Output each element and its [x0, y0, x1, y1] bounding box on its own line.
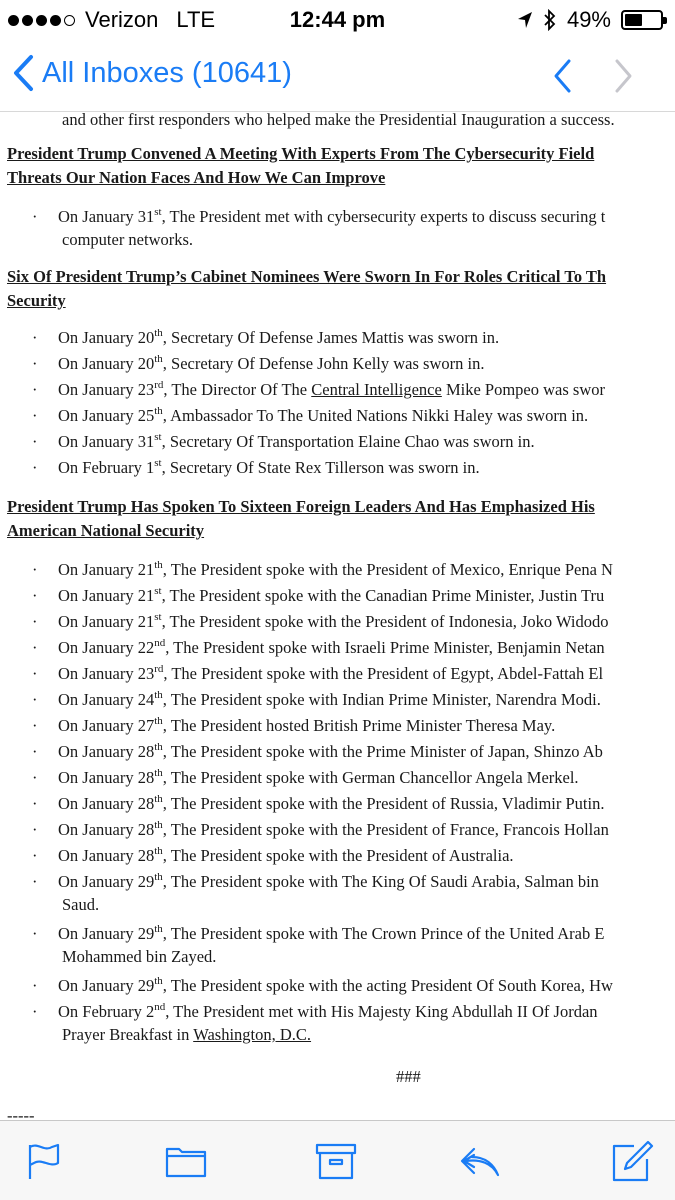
list-item: · On January 21st, The President spoke with the Canadian Prime Minister, Justin Tru [32, 585, 605, 605]
list-item: · On January 20th, Secretary Of Defense John Kelly was sworn in. [32, 353, 485, 373]
list-item: · On January 27th, The President hosted British Prime Minister Theresa May. [32, 715, 556, 735]
list-item: · On February 1st, Secretary Of State Rex Tillerson was sworn in. [32, 457, 480, 477]
archive-icon[interactable] [314, 1139, 358, 1183]
section-heading-cabinet: Six Of President Trump’s Cabinet Nominees Were Sworn In For Roles Critical To Th Security [7, 267, 607, 310]
list-item: · On January 24th, The President spoke with Indian Prime Minister, Narendra Modi. [32, 689, 601, 709]
list-item: · On January 28th, The President spoke with the President of Australia. [32, 845, 514, 865]
compose-icon[interactable] [610, 1139, 654, 1183]
email-body[interactable] [0, 112, 675, 1120]
location-icon [517, 11, 533, 29]
battery-icon [621, 10, 663, 30]
end-mark: ### [396, 1067, 421, 1086]
list-item: · On January 21th, The President spoke with the President of Mexico, Enrique Pena N [32, 559, 613, 579]
list-item: · On January 28th, The President spoke with German Chancellor Angela Merkel. [32, 767, 579, 787]
list-item: · On January 22nd, The President spoke with Israeli Prime Minister, Benjamin Netan [32, 637, 605, 657]
bottom-toolbar [0, 1120, 675, 1200]
clipped-text-line: and other first responders who helped make the Presidential Inauguration a success. [62, 112, 615, 129]
list-item: · On January 29th, The President spoke with The Crown Prince of the United Arab E Mohammed bin Zayed. [32, 923, 605, 966]
text-link[interactable]: Washington, D.C. [193, 1025, 312, 1044]
list-item: · On January 23rd, The President spoke with the President of Egypt, Abdel-Fattah El [32, 663, 604, 683]
network-type: LTE [176, 7, 216, 32]
list-item: · On January 29th, The President spoke with The King Of Saudi Arabia, Salman bin Saud. [32, 871, 599, 914]
reply-icon[interactable] [458, 1139, 502, 1183]
flag-icon[interactable] [22, 1139, 66, 1183]
chevron-left-icon [12, 54, 34, 92]
list-item: · On January 25th, Ambassador To The United Nations Nikki Haley was sworn in. [32, 405, 589, 425]
battery-percentage: 49% [566, 7, 611, 32]
clock: 12:44 pm [289, 7, 386, 32]
next-message-button[interactable] [613, 58, 635, 94]
list-item: · On January 29th, The President spoke with the acting President Of South Korea, Hw [32, 975, 613, 995]
bluetooth-icon [543, 9, 557, 31]
list-item: · On January 28th, The President spoke with the President of France, Francois Hollan [32, 819, 609, 839]
list-item: · On January 31st, The President met with cybersecurity experts to discuss securing t computer networks. [32, 206, 606, 249]
section-heading-cybersecurity: President Trump Convened A Meeting With Experts From The Cybersecurity Field Threats Our Nation Faces And How We Can Improve [7, 144, 595, 187]
list-item: · On January 23rd, The Director Of The Central Intelligence Mike Pompeo was swor [32, 379, 605, 399]
folder-icon[interactable] [164, 1139, 208, 1183]
list-item: · On January 28th, The President spoke with the Prime Minister of Japan, Shinzo Ab [32, 741, 603, 761]
list-item: · On February 2nd, The President met with His Majesty King Abdullah II Of Jordan Prayer Breakfast in Washington, D.C. [32, 1001, 598, 1044]
back-button[interactable] [12, 54, 292, 92]
navigation-bar [0, 40, 675, 112]
previous-message-button[interactable] [551, 58, 573, 94]
list-item: · On January 31st, Secretary Of Transportation Elaine Chao was sworn in. [32, 431, 535, 451]
list-item: · On January 28th, The President spoke with the President of Russia, Vladimir Putin. [32, 793, 605, 813]
signature-divider: ----- [7, 1106, 35, 1120]
section-heading-foreign-leaders: President Trump Has Spoken To Sixteen Foreign Leaders And Has Emphasized His American National Security [7, 497, 595, 540]
list-item: · On January 20th, Secretary Of Defense James Mattis was sworn in. [32, 327, 500, 347]
list-item: · On January 21st, The President spoke with the President of Indonesia, Joko Widodo [32, 611, 609, 631]
carrier-name: Verizon [85, 7, 159, 32]
text-link[interactable]: Central Intelligence [311, 380, 442, 399]
status-bar [0, 0, 675, 40]
back-label: All Inboxes (10641) [42, 56, 292, 89]
